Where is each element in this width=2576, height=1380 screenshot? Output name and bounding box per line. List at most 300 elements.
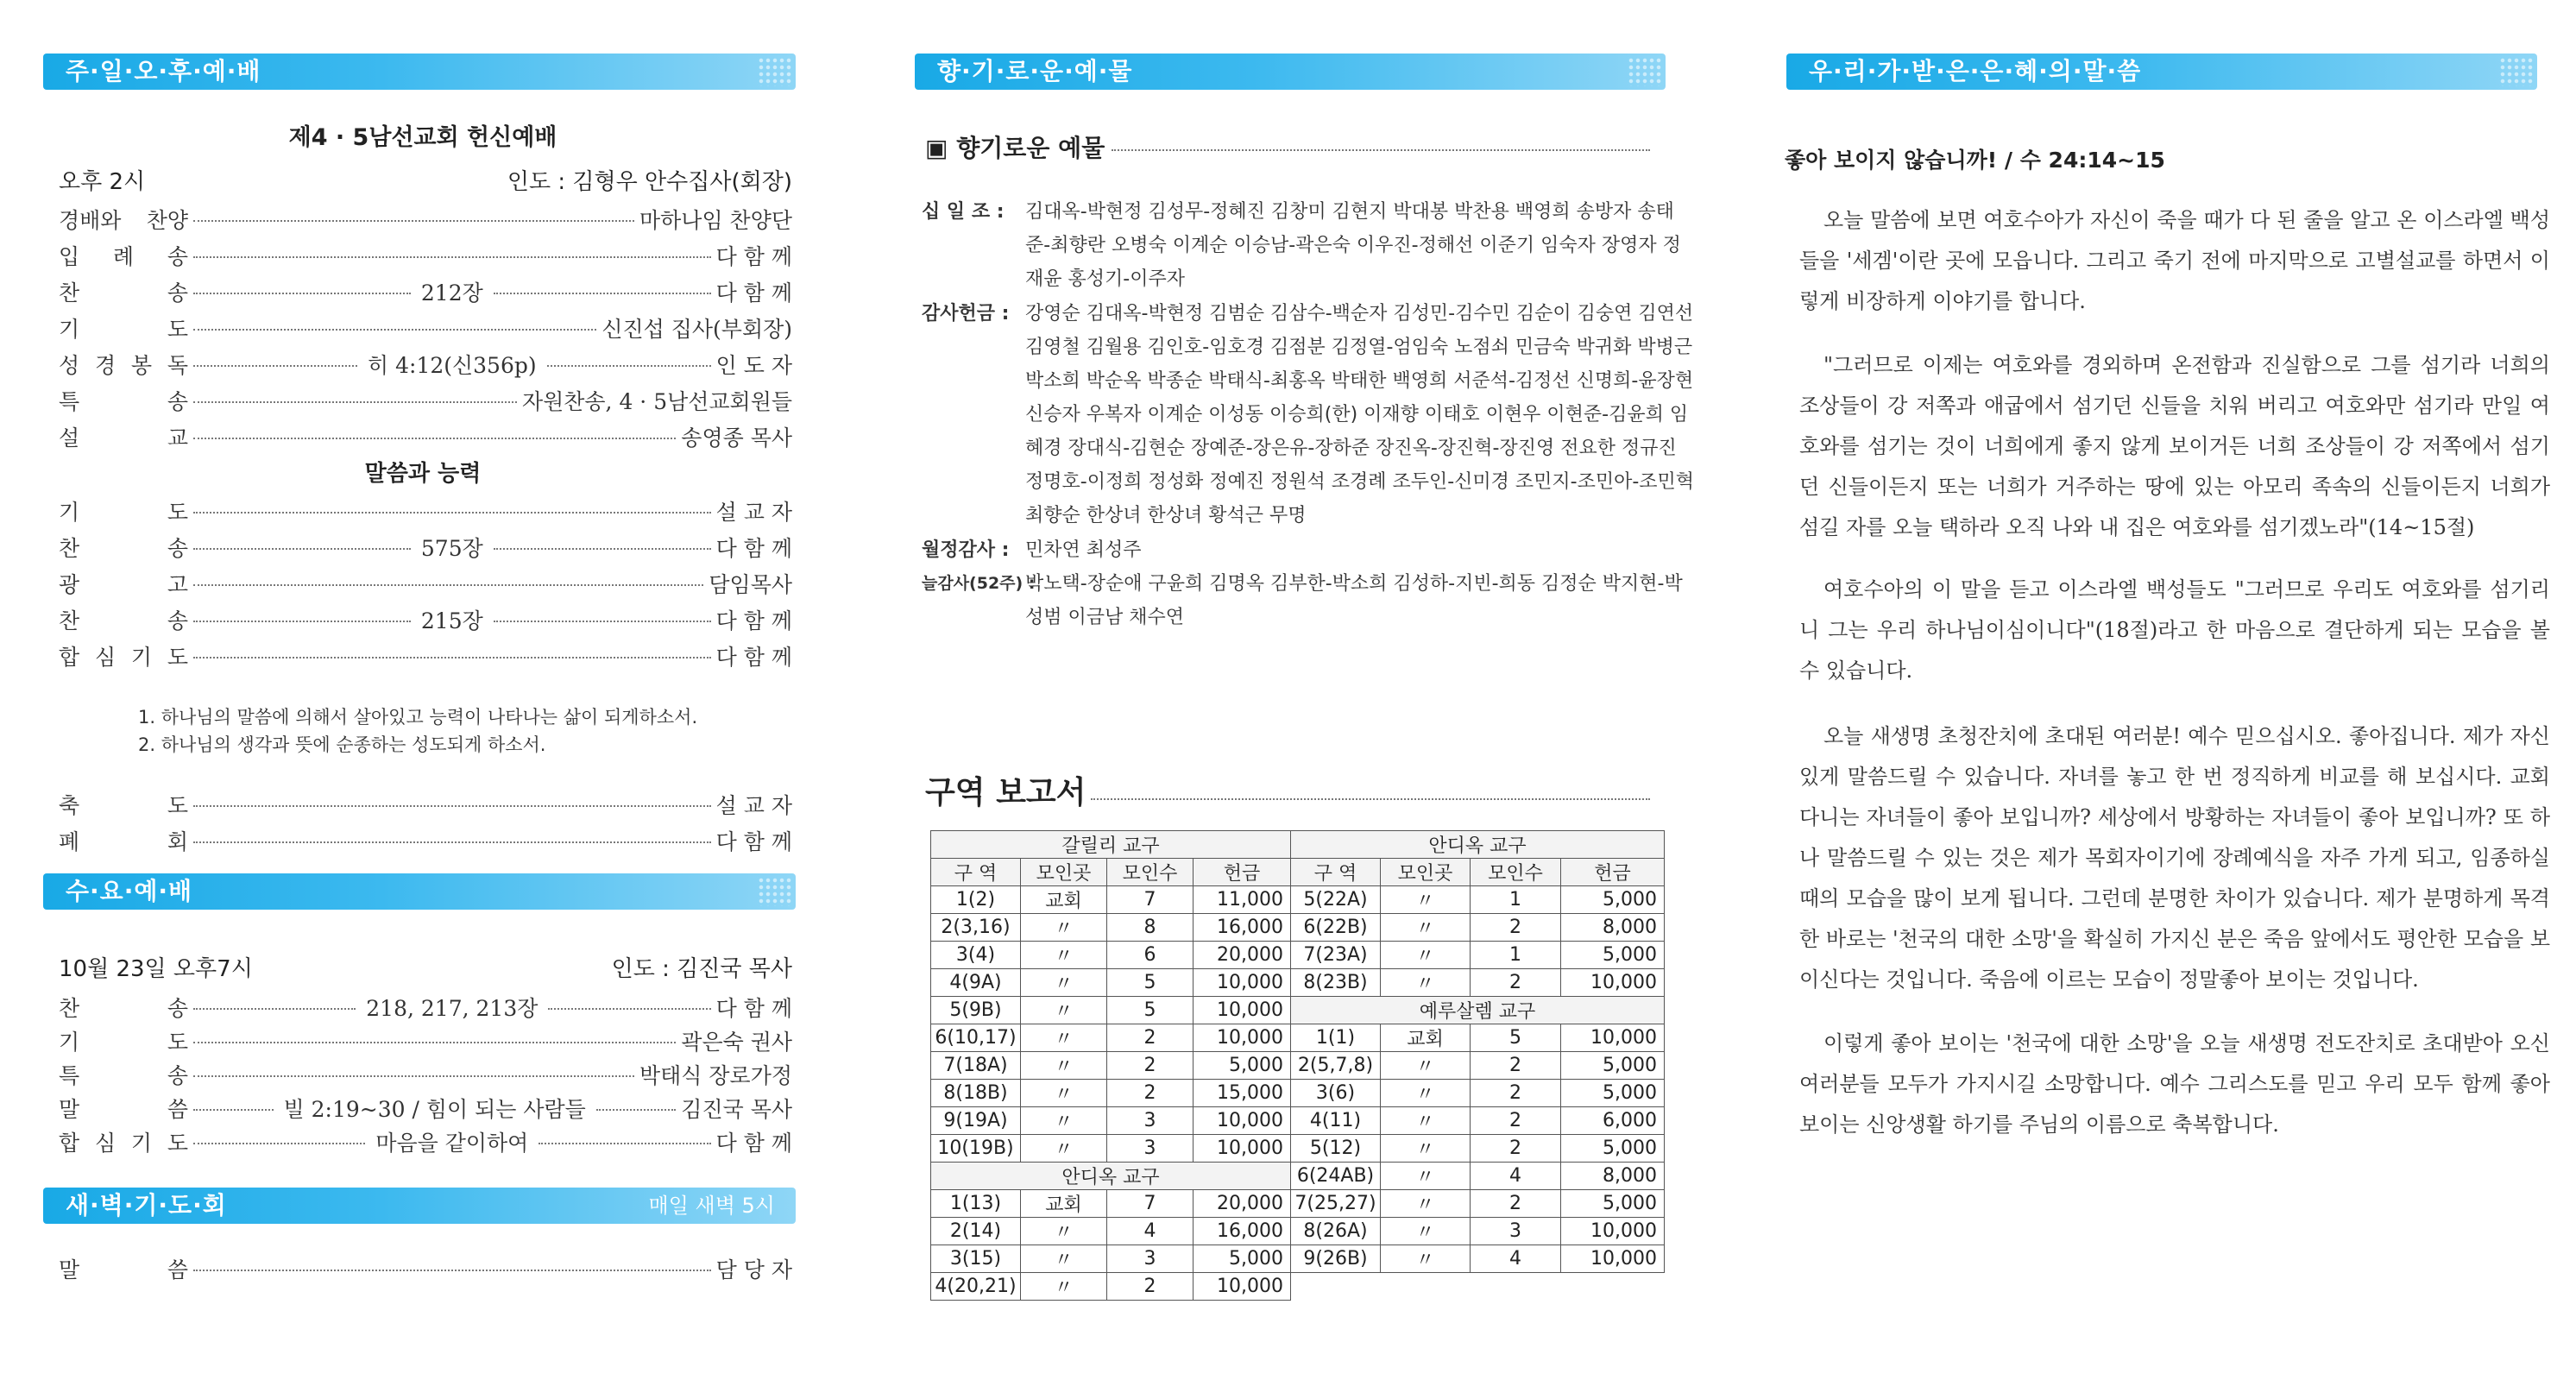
table-cell: 교회 (1381, 1024, 1471, 1052)
sermon-text: 오늘 말씀에 보면 여호수아가 자신이 죽을 때가 다 된 줄을 알고 온 이스라엘 백성들을 '세겜'이란 곳에 모읍니다. 그리고 죽기 전에 마지막으로 고별설교를 하면서 이렇게 비장하게 이야기를 합니다. (1799, 208, 2550, 313)
table-cell: 5,000 (1561, 1135, 1665, 1163)
service-row (59, 383, 792, 418)
table-cell: 1(2) (931, 886, 1021, 914)
service-row-value: 다 함 께 (715, 536, 793, 561)
dotted-leader (193, 548, 411, 550)
table-cell: 10(19B) (931, 1135, 1021, 1163)
service-row-label: 합 심 기 도 (59, 1131, 188, 1156)
service-row-label: 말 씀 (59, 1097, 188, 1122)
table-cell: 〃 (1021, 1135, 1107, 1163)
service-row-value: 설 교 자 (715, 793, 792, 818)
service-row-value: 김진국 목사 (681, 1097, 792, 1122)
table-cell: 9(19A) (931, 1107, 1021, 1135)
table-cell: 2 (1107, 1273, 1194, 1301)
table-cell: 헌금 (1561, 859, 1665, 886)
service-row (59, 1024, 792, 1058)
prayer-item-2: 2. 하나님의 생각과 뜻에 순종하는 성도되게 하소서. (138, 734, 546, 755)
service-row-label: 폐 회 (59, 829, 188, 854)
sermon-paragraph-4 (1799, 716, 2550, 1000)
dotted-leader (596, 1109, 677, 1111)
table-cell: 5,000 (1561, 942, 1665, 969)
table-cell: 안디옥 교구 (931, 1163, 1291, 1190)
table-cell: 1(13) (931, 1190, 1021, 1218)
table-cell: 7 (1107, 1190, 1194, 1218)
table-cell: 7(23A) (1291, 942, 1381, 969)
table-cell: 2(14) (931, 1218, 1021, 1245)
table-cell: 2 (1107, 1024, 1194, 1052)
offering-tithe (922, 195, 1698, 299)
table-cell: 5,000 (1561, 1190, 1665, 1218)
dotted-leader (193, 657, 711, 658)
banner-title: 향·기·로·운·예·물 (937, 57, 1133, 85)
table-row (1291, 1135, 1665, 1163)
dotted-leader (193, 256, 711, 258)
service-row (59, 419, 792, 454)
table-row (1291, 1245, 1665, 1273)
banner-title: 우·리·가·받·은·은·혜·의·말·씀 (1809, 57, 2142, 85)
table-cell: 4 (1107, 1218, 1194, 1245)
service-row-value: 박태식 장로가정 (639, 1063, 792, 1088)
service-row-label: 기 도 (59, 317, 188, 342)
table-cell: 9(26B) (1291, 1245, 1381, 1273)
service-row (59, 274, 792, 309)
table-cell: 8,000 (1561, 1163, 1665, 1190)
table-row (931, 886, 1291, 914)
table-cell: 20,000 (1194, 1190, 1291, 1218)
banner-dots-decoration (758, 57, 792, 86)
table-cell: 8,000 (1561, 914, 1665, 942)
service-row (59, 566, 792, 601)
table-cell: 〃 (1381, 969, 1471, 997)
table-cell: 〃 (1381, 1190, 1471, 1218)
table-cell: 〃 (1381, 1245, 1471, 1273)
table-row (931, 969, 1291, 997)
table-cell: 5(22A) (1291, 886, 1381, 914)
banner-title: 주·일·오·후·예·배 (66, 57, 261, 85)
table-cell: 2 (1471, 969, 1561, 997)
service-row-value: 신진섭 집사(부회장) (601, 317, 792, 342)
table-cell: 10,000 (1194, 1273, 1291, 1301)
table-cell: 4(11) (1291, 1107, 1381, 1135)
table-cell: 〃 (1021, 1218, 1107, 1245)
table-cell: 5 (1107, 997, 1194, 1024)
table-row (931, 942, 1291, 969)
service-row-value: 다 함 께 (715, 1131, 793, 1156)
service-row-value: 곽은숙 권사 (681, 1030, 792, 1055)
table-cell: 5,000 (1194, 1245, 1291, 1273)
service-row-detail: 히 4:12(신356p) (368, 353, 537, 378)
service-row (59, 787, 792, 822)
table-cell: 3 (1107, 1135, 1194, 1163)
table-row (1291, 1080, 1665, 1107)
dotted-leader (193, 1270, 711, 1271)
dawn-prayer-banner (43, 1188, 796, 1224)
offering-thanks (922, 297, 1698, 530)
district-report-left-table (930, 830, 1291, 1301)
service-row-detail: 빌 2:19~30 / 힘이 되는 사람들 (283, 1097, 586, 1122)
table-cell: 예루살렘 교구 (1291, 997, 1665, 1024)
service-row (59, 639, 792, 673)
service-time: 오후 2시 (59, 169, 146, 195)
service-row (59, 823, 792, 858)
dotted-leader (193, 293, 411, 294)
table-row (931, 1024, 1291, 1052)
table-cell: 5,000 (1561, 1052, 1665, 1080)
wednesday-leader: 인도 : 김진국 목사 (611, 956, 792, 982)
table-row (1291, 1190, 1665, 1218)
service-row (59, 494, 792, 528)
offering-label: 십 일 조 : (922, 201, 1005, 223)
table-cell: 1 (1471, 886, 1561, 914)
table-row (1291, 942, 1665, 969)
table-cell: 4 (1471, 1245, 1561, 1273)
sermon-text: 여호수아의 이 말을 듣고 이스라엘 백성들도 "그러므로 우리도 여호와를 섬기리니 그는 우리 하나님이심이니다"(18절)라고 한 마음으로 결단하게 되는 모습을 볼 수 있습니다. (1799, 577, 2550, 683)
service-row-detail: 575장 (420, 536, 483, 561)
table-cell: 5,000 (1561, 886, 1665, 914)
table-cell: 8 (1107, 914, 1194, 942)
service-leader: 인도 : 김형우 안수집사(회장) (507, 169, 792, 195)
dotted-leader (193, 329, 596, 331)
service-row-label: 말 씀 (59, 1257, 188, 1282)
table-cell: 11,000 (1194, 886, 1291, 914)
table-row (931, 1107, 1291, 1135)
dotted-leader (193, 1109, 274, 1111)
table-cell: 구 역 (931, 859, 1021, 886)
service-row-value: 담 당 자 (715, 1257, 792, 1282)
table-row (931, 997, 1291, 1024)
service-row-value: 다 함 께 (715, 996, 793, 1021)
table-cell: 5 (1107, 969, 1194, 997)
table-cell: 8(26A) (1291, 1218, 1381, 1245)
dotted-leader (193, 1008, 356, 1010)
dotted-leader (193, 365, 357, 367)
table-row (1291, 1024, 1665, 1052)
table-cell: 교회 (1021, 1190, 1107, 1218)
table-cell: 5(12) (1291, 1135, 1381, 1163)
dotted-leader (193, 220, 634, 222)
table-row (1291, 1163, 1665, 1190)
offering-names: 민차연 최성주 (1025, 539, 1142, 561)
dotted-leader (193, 1042, 676, 1043)
service-row-label: 기 도 (59, 500, 188, 525)
service-row-label: 경배와 찬양 (59, 208, 188, 233)
sermon-text: 오늘 새생명 초청잔치에 초대된 여러분! 예수 믿으십시오. 좋아집니다. 제가 자신있게 말씀드릴 수 있습니다. 자녀를 놓고 한 번 정직하게 비교를 해 보십시다. 교회 다니는 자녀들이 좋아 보입니까? 세상에서 방황하는 자녀들이 좋아 보입니까? 또 하나 말씀드릴 수 있는 것은 제가 목회자이기에 장례예식을 자주 가게 되고, 임종하실 때의 모습을 많이 보게 됩니다. 그런데 분명한 차이가 있습니다. 제가 분명하게 목격한 바로는 '천국의 대한 소망'을 확실히 가지신 분은 죽음 앞에서도 평안한 모습을 보이신다는 것입니다. 죽음에 이르는 모습이 정말좋아 보이는 것입니다. (1799, 724, 2550, 992)
table-cell: 〃 (1381, 942, 1471, 969)
table-row (1291, 886, 1665, 914)
service-row-detail: 212장 (420, 280, 483, 306)
sermon-paragraph-2 (1799, 345, 2550, 548)
service-row-value: 설 교 자 (715, 500, 792, 525)
table-cell: 16,000 (1194, 1218, 1291, 1245)
dotted-leader (193, 401, 517, 403)
sermon-paragraph-5 (1799, 1024, 2550, 1145)
service-row-label: 기 도 (59, 1030, 188, 1055)
table-cell: 〃 (1021, 1052, 1107, 1080)
offering-always-thanks (922, 567, 1698, 636)
service-row-value: 인 도 자 (715, 353, 793, 378)
table-cell: 1 (1471, 942, 1561, 969)
service-title: 제4 · 5남선교회 헌신예배 (288, 124, 557, 151)
table-row (1291, 969, 1665, 997)
table-cell: 〃 (1381, 914, 1471, 942)
table-cell: 4(9A) (931, 969, 1021, 997)
sermon-subtitle: 말씀과 능력 (364, 461, 482, 487)
table-cell: 모인곳 (1381, 859, 1471, 886)
table-cell: 교회 (1021, 886, 1107, 914)
banner-dots-decoration (2499, 57, 2534, 86)
table-cell: 6(10,17) (931, 1024, 1021, 1052)
dotted-leader (547, 365, 711, 367)
banner-dots-decoration (758, 877, 792, 906)
table-cell: 10,000 (1194, 969, 1291, 997)
offerings-title: ▣ 향기로운 예물 (925, 134, 1105, 162)
table-row (1291, 1218, 1665, 1245)
table-cell: 10,000 (1561, 1218, 1665, 1245)
table-cell: 7(18A) (931, 1052, 1021, 1080)
offering-label: 감사헌금 : (922, 303, 1010, 325)
table-row (1291, 1052, 1665, 1080)
service-row (59, 530, 792, 564)
table-cell: 〃 (1381, 1135, 1471, 1163)
table-cell: 〃 (1021, 1273, 1107, 1301)
table-cell: 〃 (1021, 1107, 1107, 1135)
table-cell: 2(3,16) (931, 914, 1021, 942)
table-cell: 6 (1107, 942, 1194, 969)
table-cell: 3 (1107, 1107, 1194, 1135)
service-row (59, 1125, 792, 1159)
table-cell: 3(4) (931, 942, 1021, 969)
sermon-banner (1786, 54, 2537, 90)
table-row (931, 1245, 1291, 1273)
service-row-value: 송영종 목사 (681, 425, 792, 451)
dotted-leader (1091, 798, 1650, 800)
table-cell: 1(1) (1291, 1024, 1381, 1052)
table-row (931, 914, 1291, 942)
table-row (1291, 1107, 1665, 1135)
dotted-leader (548, 1008, 710, 1010)
dotted-leader (494, 621, 711, 622)
table-header-row (1291, 859, 1665, 886)
table-cell: 6(22B) (1291, 914, 1381, 942)
service-row-detail: 218, 217, 213장 (366, 996, 539, 1021)
table-cell: 4 (1471, 1163, 1561, 1190)
dotted-leader (193, 1075, 634, 1077)
table-cell: 6,000 (1561, 1107, 1665, 1135)
table-row (931, 1135, 1291, 1163)
service-row-label: 합 심 기 도 (59, 645, 188, 670)
service-row-label: 찬 송 (59, 996, 188, 1021)
table-row (931, 1052, 1291, 1080)
table-cell: 16,000 (1194, 914, 1291, 942)
table-header-row (931, 859, 1291, 886)
sermon-paragraph-1 (1799, 200, 2550, 322)
district-title-row (1291, 831, 1665, 859)
service-row-label: 축 도 (59, 793, 188, 818)
dotted-leader (193, 805, 711, 807)
service-row-label: 찬 송 (59, 608, 188, 633)
table-row (1291, 914, 1665, 942)
table-cell: 〃 (1381, 1163, 1471, 1190)
sermon-text: 이렇게 좋아 보이는 '천국에 대한 소망'을 오늘 새생명 전도잔치로 초대받아 오신 여러분들 모두가 가지시길 소망합니다. 예수 그리스도를 믿고 우리 모두 함께 좋아 보이는 신앙생활 하기를 주님의 이름으로 축복합니다. (1799, 1031, 2550, 1137)
table-row (931, 1218, 1291, 1245)
service-row (59, 1057, 792, 1092)
report-title: 구역 보고서 (925, 775, 1086, 810)
service-row-label: 입 례 송 (59, 244, 188, 269)
table-cell: 3 (1471, 1218, 1561, 1245)
dotted-leader (193, 512, 711, 514)
table-cell: 2 (1107, 1080, 1194, 1107)
offering-label: 늘감사(52주) : (922, 574, 1036, 593)
table-cell: 5,000 (1561, 1080, 1665, 1107)
table-cell: 3(15) (931, 1245, 1021, 1273)
table-cell: 〃 (1381, 1107, 1471, 1135)
table-cell: 2 (1471, 1080, 1561, 1107)
service-row-value: 다 함 께 (715, 645, 792, 670)
table-cell: 10,000 (1561, 1245, 1665, 1273)
table-cell: 〃 (1381, 1080, 1471, 1107)
table-cell: 5(9B) (931, 997, 1021, 1024)
banner-dots-decoration (1628, 57, 1662, 86)
table-cell: 5 (1471, 1024, 1561, 1052)
table-cell: 〃 (1021, 997, 1107, 1024)
table-row (931, 1080, 1291, 1107)
dotted-leader (193, 621, 411, 622)
table-cell: 안디옥 교구 (1291, 831, 1665, 859)
service-row (59, 990, 792, 1024)
service-row-detail: 215장 (420, 608, 483, 633)
table-cell: 2 (1471, 914, 1561, 942)
dotted-leader (193, 1143, 365, 1144)
table-cell: 모인곳 (1021, 859, 1107, 886)
table-cell: 10,000 (1561, 1024, 1665, 1052)
table-cell: 〃 (1021, 1024, 1107, 1052)
table-cell: 10,000 (1194, 1135, 1291, 1163)
table-cell: 2 (1471, 1190, 1561, 1218)
prayer-item-1: 1. 하나님의 말씀에 의해서 살아있고 능력이 나타나는 삶이 되게하소서. (138, 707, 698, 728)
banner-title: 새·벽·기·도·회 (66, 1191, 227, 1219)
table-cell: 3 (1107, 1245, 1194, 1273)
dotted-leader (494, 548, 711, 550)
offerings-banner (915, 54, 1666, 90)
table-cell: 8(23B) (1291, 969, 1381, 997)
table-cell: 2 (1471, 1107, 1561, 1135)
table-cell: 〃 (1021, 942, 1107, 969)
table-cell: 20,000 (1194, 942, 1291, 969)
offering-label: 월정감사 : (922, 539, 1010, 561)
banner-title: 수·요·예·배 (66, 877, 193, 905)
dotted-leader (193, 584, 703, 586)
service-row (59, 1251, 792, 1286)
table-cell: 〃 (1021, 914, 1107, 942)
table-cell: 10,000 (1561, 969, 1665, 997)
table-cell: 〃 (1021, 969, 1107, 997)
table-cell: 2(5,7,8) (1291, 1052, 1381, 1080)
table-cell: 7(25,27) (1291, 1190, 1381, 1218)
wednesday-time: 10월 23일 오후7시 (59, 956, 253, 982)
service-row-label: 성 경 봉 독 (59, 353, 188, 378)
table-cell: 6(24AB) (1291, 1163, 1381, 1190)
service-row (59, 202, 792, 236)
table-cell: 10,000 (1194, 1024, 1291, 1052)
sermon-heading: 좋아 보이지 않습니까! / 수 24:14~15 (1785, 148, 2165, 173)
service-row-label: 특 송 (59, 1063, 188, 1088)
table-cell: 3(6) (1291, 1080, 1381, 1107)
offerings-heading (925, 129, 1650, 164)
table-cell: 7 (1107, 886, 1194, 914)
offering-names: 강영순 김대옥-박현정 김범순 김삼수-백순자 김성민-김수민 김순이 김숭연 김연선 김영철 김월용 김인호-임호경 김점분 김정열-엄임숙 노점쇠 민금숙 박귀화 박병근 박소희 박순옥 박종순 박태식-최홍옥 박태한 백영희 서준석-김정선 신명희-윤장현 신승자 우복자 이계순 이성동 이승희(한) 이재향 이태호 이현우 이현준-김윤희 임혜경 장대식-김현순 장예준-장은유-장하준 장진옥-장진혁-장진영 전요한 정규진 정명호-이정희 정성화 정예진 정원석 조경례 조두인-신미경 조민지-조민아-조민혁 최향순 한상녀 한상녀 황석근 무명 (1025, 303, 1695, 526)
service-row-label: 찬 송 (59, 536, 188, 561)
service-row-value: 다 함 께 (715, 829, 792, 854)
table-row (931, 1273, 1291, 1301)
table-cell: 〃 (1381, 886, 1471, 914)
table-cell: 5,000 (1194, 1052, 1291, 1080)
service-row-label: 광 고 (59, 572, 188, 597)
service-row-value: 다 함 께 (715, 280, 793, 306)
sunday-afternoon-banner (43, 54, 796, 90)
dotted-leader (494, 293, 711, 294)
table-cell: 2 (1471, 1135, 1561, 1163)
service-row-value: 다 함 께 (715, 608, 793, 633)
table-cell: 갈릴리 교구 (931, 831, 1291, 859)
dawn-prayer-time: 매일 새벽 5시 (648, 1194, 775, 1218)
service-row-value: 마하나임 찬양단 (639, 208, 792, 233)
report-heading (925, 768, 1650, 812)
district-title-row (931, 831, 1291, 859)
table-cell: 15,000 (1194, 1080, 1291, 1107)
dotted-leader (193, 438, 676, 439)
table-cell: 구 역 (1291, 859, 1381, 886)
service-row-value: 다 함 께 (715, 244, 792, 269)
table-cell: 모인수 (1107, 859, 1194, 886)
offering-monthly (922, 533, 1698, 568)
service-row-label: 설 교 (59, 425, 188, 451)
table-cell: 8(18B) (931, 1080, 1021, 1107)
district-report-right-table (1290, 830, 1665, 1273)
table-cell: 4(20,21) (931, 1273, 1021, 1301)
service-row-value: 담임목사 (709, 572, 792, 597)
service-row (59, 347, 792, 381)
offering-names: 박노택-장순애 구윤희 김명옥 김부한-박소희 김성하-지빈-희동 김정순 박지현-박성범 이금남 채수연 (1025, 573, 1683, 628)
service-row (59, 1091, 792, 1125)
table-cell: 〃 (1381, 1052, 1471, 1080)
table-cell: 2 (1107, 1052, 1194, 1080)
wednesday-service-banner (43, 873, 796, 910)
sermon-text: "그러므로 이제는 여호와를 경외하며 온전함과 진실함으로 그를 섬기라 너희의 조상들이 강 저쪽과 애굽에서 섬기던 신들을 치워 버리고 여호와만 섬기라 만일 여호와를 섬기는 것이 너희에게 좋지 않게 보이거든 너희 조상들이 강 저쪽에서 섬기던 신들이든지 또는 너희가 거주하는 땅에 있는 아모리 족속의 신들이든지 너희가 섬길 자를 오늘 택하라 오직 나와 내 집은 여호와를 섬기겠노라"(14~15절) (1799, 353, 2550, 539)
table-cell: 10,000 (1194, 997, 1291, 1024)
service-row-value: 자원찬송, 4 · 5남선교회원들 (521, 389, 792, 414)
offering-names: 김대옥-박현정 김성무-정혜진 김창미 김현지 박대봉 박찬용 백영희 송방자 송태준-최향란 오병숙 이계순 이승남-곽은숙 이우진-정해선 이준기 임숙자 장영자 정재윤 홍성기-이주자 (1025, 201, 1681, 290)
table-row (931, 1190, 1291, 1218)
service-row (59, 238, 792, 273)
service-row-label: 특 송 (59, 389, 188, 414)
service-row-label: 찬 송 (59, 280, 188, 306)
table-cell: 2 (1471, 1052, 1561, 1080)
dotted-leader (1112, 149, 1650, 151)
table-cell: 10,000 (1194, 1107, 1291, 1135)
service-row (59, 311, 792, 345)
sermon-paragraph-3 (1799, 570, 2550, 691)
table-cell: 〃 (1021, 1080, 1107, 1107)
district-title-row (1291, 997, 1665, 1024)
dotted-leader (539, 1143, 710, 1144)
table-cell: 〃 (1021, 1245, 1107, 1273)
table-cell: 모인수 (1471, 859, 1561, 886)
table-cell: 〃 (1381, 1218, 1471, 1245)
service-row-detail: 마음을 같이하여 (375, 1131, 529, 1156)
district-title-row (931, 1163, 1291, 1190)
service-row (59, 602, 792, 637)
dotted-leader (193, 841, 711, 843)
